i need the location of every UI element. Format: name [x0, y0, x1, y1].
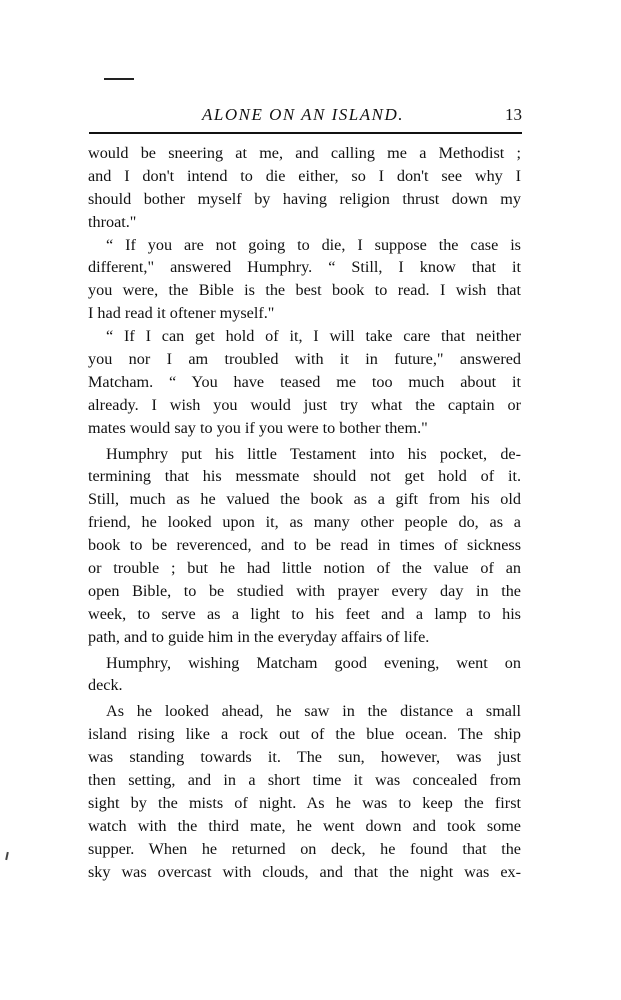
text-line: sight by the mists of night. As he was to keep the first [88, 793, 521, 812]
text-line: path, and to guide him in the everyday affairs of life. [88, 627, 430, 646]
text-line: already. I wish you would just try what the captain or [88, 395, 521, 414]
text-body [88, 142, 521, 884]
text-line: then setting, and in a short time it was concealed from [88, 771, 521, 790]
text-line: different," answered Humphry. “ Still, I know that it [88, 258, 521, 277]
text-line: and I don't intend to die either, so I don't see why I [88, 166, 521, 185]
text-line: you nor I am troubled with it in future," answered [88, 350, 521, 369]
running-head [90, 102, 522, 128]
text-line: you were, the Bible is the best book to read. I wish that [88, 281, 521, 300]
text-line: “ If I can get hold of it, I will take care that neither [106, 327, 521, 346]
text-line: sky was overcast with clouds, and that the night was ex- [88, 862, 521, 881]
text-line: Humphry, wishing Matcham good evening, went on [106, 653, 521, 672]
text-line: friend, he looked upon it, as many other people do, as a [88, 513, 521, 532]
text-line: Humphry put his little Testament into his pocket, de- [106, 444, 521, 463]
page-number: 13 [505, 105, 522, 124]
text-line: As he looked ahead, he saw in the distance a small [106, 702, 521, 721]
margin-mark [5, 852, 9, 860]
text-line: was standing towards it. The sun, however, was just [88, 748, 521, 767]
text-line: week, to serve as a light to his feet and a lamp to his [88, 604, 521, 623]
text-line: Matcham. “ You have teased me too much about it [88, 372, 521, 391]
text-line: deck. [88, 676, 123, 695]
header-rule [89, 132, 522, 134]
text-line: I had read it oftener myself." [88, 304, 275, 323]
text-line: watch with the third mate, he went down and took some [88, 816, 521, 835]
text-line: open Bible, to be studied with prayer every day in the [88, 581, 521, 600]
text-line: supper. When he returned on deck, he found that the [88, 839, 521, 858]
text-line: “ If you are not going to die, I suppose the case is [106, 235, 521, 254]
text-line: book to be reverenced, and to be read in times of sickness [88, 536, 521, 555]
text-line: Still, much as he valued the book as a gift from his old [88, 490, 521, 509]
text-line: should bother myself by having religion thrust down my [88, 189, 521, 208]
text-line: mates would say to you if you were to bother them." [88, 418, 428, 437]
text-line: or trouble ; but he had little notion of the value of an [88, 559, 521, 578]
text-line: would be sneering at me, and calling me a Methodist ; [88, 144, 521, 162]
text-line: termining that his messmate should not get hold of it. [88, 467, 521, 486]
text-line: throat." [88, 212, 137, 231]
text-line: island rising like a rock out of the blue ocean. The ship [88, 725, 521, 744]
running-title: ALONE ON AN ISLAND. [202, 105, 404, 124]
top-stub-rule [104, 78, 134, 80]
